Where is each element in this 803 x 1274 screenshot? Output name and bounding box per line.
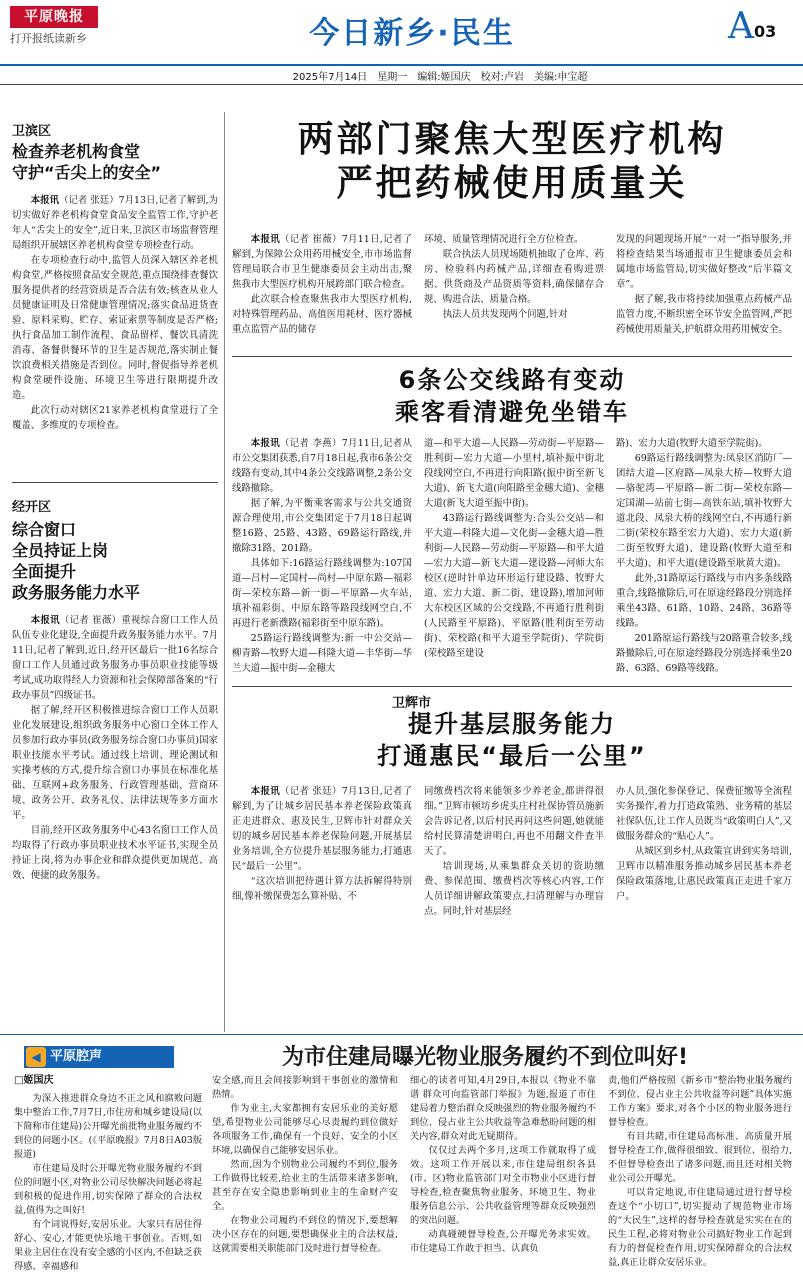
- jingkai-article: [12, 496, 218, 883]
- bus-headline: [232, 364, 792, 428]
- main-headline: [232, 118, 792, 206]
- bus-byline: （记者 李燕）: [280, 438, 342, 449]
- opinion-c3b: 仅仅过去两个多月,这项工作就取得了成效。这项工作开展以来,市住建局组织各县(市、区)物业监管部门对全市物业小区进行督导检查,检查聚焦物业服务、环境卫生、物业服务信息公示、公共收益管理等群众反映强烈的突出问题。: [410, 1145, 596, 1226]
- jingkai-body: [12, 613, 218, 883]
- date-editor-line: 2025年7月14日 星期一 编辑:姬国庆 校对:卢岩 美编:申宝超: [292, 72, 588, 83]
- jingkai-p1: 重视综合窗口工作人员队伍专业化建设,全面提升政务服务能力水平。7月11日,记者了解到,近日,经开区最后一批16名综合窗口工作人员通过政务服务办事员职业技能等级考试,成功取得经人力资源和社会保障部备案的“行政办事员”四级证书。: [12, 615, 218, 701]
- masthead-rule: [0, 64, 803, 66]
- bus-c3c: 此外,31路原运行路线与市内多条线路重合,线路撤除后,可在原途经路段分别选择乘坐43路、61路、10路、24路、36路等线路。: [616, 573, 792, 629]
- opinion-col-1: [14, 1074, 202, 1274]
- megaphone-icon: ◀: [26, 1047, 46, 1067]
- weibin-byline: （记者 张廷）: [59, 195, 119, 206]
- weihui-headline: [232, 708, 792, 772]
- main-c2b: 联合执法人员现场随机抽取了仓库、药房、检验科内药械产品,详细查看购进票据、供货商及产品资质等资料,确保储存合规、购进合法、质量合格。: [424, 249, 604, 305]
- main-col-1: [232, 232, 412, 337]
- weihui-title-1: 提升基层服务能力: [408, 710, 616, 738]
- weihui-col-3: [616, 784, 792, 904]
- bus-col-1: [232, 436, 412, 676]
- bus-lead: 本报讯: [250, 438, 280, 449]
- opinion-c2c: 然而,因为个别物业公司履约不到位,服务工作做得比较差,给业主的生活带来诸多影响,甚至存在安全隐患影响到业主的生命财产安全。: [212, 1159, 398, 1212]
- header-divider: [0, 84, 803, 85]
- bus-c1b: 据了解,为平衡乘客需求与公共交通资源合理使用,市公交集团定于7月18日起调整16路、25路、43路、69路运行路线,并撤除31路、201路。: [232, 498, 412, 554]
- column-separator: [224, 112, 225, 1032]
- opinion-c2b: 作为业主,大家都拥有安居乐业的美好愿望,希望物业公司能够尽心尽责履约到位做好各项服务工作,确保有一个良好、安全的小区环境,以确保自己能够安居乐业。: [212, 1103, 398, 1156]
- jingkai-title-1: 综合窗口: [12, 520, 77, 539]
- main-c1: 7月11日,记者了解到,为保障公众用药用械安全,市市场监督管理局联合市卫生健康委员会主动出击,聚焦我市大型医疗机构开展跨部门联合检查。: [232, 234, 412, 290]
- opinion-c3: 细心的读者可知,4月29日,本报以《物业不靠谱 群众可向监管部门举报》为题,报道了市住建局着力整治群众反映强烈的物业服务履约不到位、侵占业主公共收益等急难愁盼问题的相关内容,群众对此无疑期待。: [410, 1075, 596, 1142]
- newspaper-slogan: 打开报纸读新乡: [10, 32, 87, 45]
- weihui-c2: 同缴费档次将来能领多少养老金,都讲得很细。”卫辉市顿坊乡虎头庄村社保协管员施新会告诉记者,以后村民再问这些问题,她就能给村民算清楚讲明白,再也不用翻文件查半天了。: [424, 786, 604, 857]
- jingkai-district: 经开区: [12, 500, 52, 515]
- main-c1b: 此次联合检查聚焦我市大型医疗机构,对特殊管理药品、高值医用耗材、医疗器械重点监管产品的储存: [232, 294, 412, 335]
- opinion-c1: 为深入推进群众身边不正之风和腐败问题集中整治工作,7月7日,市住房和城乡建设局(以下简称市住建局)公开曝光前批物业服务履约不到位的问题小区。(《平原晚报》7月8日A03版报道): [14, 1093, 202, 1160]
- jingkai-title-3: 全面提升: [12, 562, 77, 581]
- bus-title-1: 6条公交线路有变动: [398, 366, 626, 394]
- opinion-tag: [24, 1046, 174, 1068]
- opinion-c4b: 有目共睹,市住建局高标准、高质量开展督导检查工作,做得很细致、很到位、很给力,不但督导检查出了诸多问题,而且还对相关物业公司公开曝光。: [608, 1131, 792, 1184]
- bus-divider: [232, 686, 792, 687]
- weihui-district: 卫辉市: [392, 696, 432, 711]
- weibin-body: [12, 193, 218, 433]
- main-col-3: [616, 232, 792, 337]
- opinion-c4c: 可以肯定地说,市住建局通过进行督导检查这个“小切口”,切实提动了规范物业市场的“大民生”,这样的督导检查就是实实在在的民生工程,必将对物业公司搞好物业工作起到有力的督促检查作用,切实保障群众的合法权益,真正让群众安居乐业。: [608, 1187, 792, 1268]
- main-lead: 本报讯: [250, 234, 280, 245]
- opinion-author: □姬国庆: [14, 1075, 54, 1086]
- weibin-p3: 此次行动对辖区21家养老机构食堂进行了全覆盖、多维度的专项检查。: [12, 405, 218, 431]
- main-c3b: 据了解,我市将持续加强重点药械产品监管力度,不断织密全环节安全监管网,严把药械使用质量关,护航群众用药用械安全。: [616, 294, 792, 335]
- opinion-c1b: 市住建局及时公开曝光物业服务履约不到位的问题小区,对物业公司尽快解决问题必将起到积极的促进作用,切实保障了群众的合法权益,值得为之叫好!: [14, 1163, 202, 1216]
- weihui-col-1: [232, 784, 412, 904]
- jingkai-p2: 据了解,经开区积极推进综合窗口工作人员职业化发展建设,组织政务服务中心窗口全体工作人员参加行政办事员(政务服务综合窗口办事员)国家职业技能水平考试。通过线上培训、理论测试和实操考核的方式,提升综合窗口办事员在标准化基础、互联网+政务服务、行政管理基础、营商环境、政务公开、政务礼仪、法律法规等多方面水平。: [12, 705, 218, 821]
- opinion-top-rule: [0, 1034, 803, 1035]
- opinion-col-3: [410, 1074, 596, 1256]
- opinion-c1c: 有个词说得好,安居乐业。大家只有居住得舒心、安心,才能更快乐地干事创业。否则,如果业主居住在没有安全感的小区内,不但缺乏获得感、幸福感和: [14, 1219, 202, 1272]
- weihui-c1b: “这次培训把待遇计算方法拆解得特别细,像补缴保费怎么算补贴、不: [232, 876, 412, 902]
- weibin-p1: 7月13日,记者了解到,为切实做好养老机构食堂食品安全监管工作,守护老年人“舌尖上的安全”,近日来,卫滨区市场监督管理局组织开展辖区养老机构食堂专项检查行动。: [12, 195, 218, 251]
- weibin-title-1: 检查养老机构食堂: [12, 142, 141, 161]
- bus-c3d: 201路原运行路线与20路重合较多,线路撤除后,可在原途经路段分别选择乘坐20路、63路、69路等线路。: [616, 633, 792, 674]
- weibin-lead: 本报讯: [30, 195, 60, 206]
- weihui-c3b: 从城区到乡村,从政策宣讲到实务培训,卫辉市以精准服务推动城乡居民基本养老保险政策落地,让惠民政策真正走进千家万户。: [616, 846, 792, 902]
- bus-title-2: 乘客看清避免坐错车: [395, 398, 629, 426]
- bus-c1: 7月11日,记者从市公交集团获悉,自7月18日起,我市6条公交线路有变动,其中4条公交线路调整,2条公交线路撤除。: [232, 438, 412, 494]
- weibin-title-2: 守护“舌尖上的安全”: [12, 163, 162, 182]
- weibin-p2: 在专项检查行动中,监管人员深入辖区养老机构食堂,严格按照食品安全规范,重点围绕排查餐饮服务提供者的经营资质是否合法有效;核查从业人员健康证明及日常健康管理情况;落实食品进货查验、原料采购、贮存、索证索票等制度是否严格;执行食品加工制作流程、食品留样、餐饮具清洗消毒、备餐供餐环节的卫生是否规范,落实制止餐饮浪费相关措施是否到位。同时,督促指导养老机构食堂硬件设施、环境卫生等进行限期提升改造。: [12, 255, 218, 401]
- bus-c1c: 具体如下:16路运行路线调整为:107国道—吕村—定国村—尚村—中原东路—福彩街—荣校东路—新一街—平原路—火车站,填补福彩街、中原东路等路段线网空白,不再进行老新濮路(福彩街至中原东路)。: [232, 558, 412, 629]
- main-byline: （记者 崔薇）: [280, 234, 342, 245]
- weihui-title-2: 打通惠民“最后一公里”: [377, 742, 647, 770]
- weihui-c2b: 培训现场,从乘集群众关切的资助缴费、参保范围、缴费档次等核心内容,工作人员详细讲解政策要点,扫清理解与办理盲点。同时,针对基层经: [424, 861, 604, 917]
- opinion-title: 为市住建局曝光物业服务履约不到位叫好!: [281, 1045, 689, 1070]
- weibin-district: 卫滨区: [12, 124, 52, 139]
- weihui-lead: 本报讯: [250, 786, 280, 797]
- bus-c1d: 25路运行路线调整为:新一中公交站—柳青路—牧野大道—科隆大道—丰华街—华兰大道—振中街—金穗大: [232, 633, 412, 674]
- bus-c2b: 43路运行路线调整为:合头公交站—和平大道—科隆大道—文化街—金穗大道—胜利街—人民路—劳动街—平原路—和平大道—宏力大道—新飞大道—建设路—河师大东校区(逆时针单边环形运行建设路、牧野大道、宏力大道、新二街、建设路),增加河师大东校区区域的公交线路,不再通行胜利街(人民路至平原路)、平原路(胜利街至劳动街)、荣校路(和平大道至学院街)、学院街(荣校路至建设: [424, 513, 604, 659]
- opinion-col-2: [212, 1074, 398, 1256]
- opinion-c2: 安全感,而且会间接影响到干事创业的激情和热情。: [212, 1075, 398, 1100]
- opinion-c2d: 在物业公司履约不到位的情况下,要想解决小区存在的问题,要想确保业主的合法权益,这就需要相关职能部门及时进行督导检查。: [212, 1215, 398, 1254]
- weihui-c1: 7月13日,记者了解到,为了让城乡居民基本养老保险政策真正走进群众、惠及民生,卫辉市针对群众关切的城乡居民基本养老保险问题,开展基层业务培训,全方位提升基层服务能力,打通惠民“最后一公里”。: [232, 786, 412, 872]
- bus-c3: 路)、宏力大道(牧野大道至学院街)。: [616, 438, 768, 449]
- jingkai-byline: （记者 崔薇）: [59, 615, 122, 626]
- main-title-1: 两部门聚焦大型医疗机构: [297, 119, 727, 160]
- main-divider: [232, 356, 792, 357]
- section-title: 今日新乡·民生: [309, 16, 515, 51]
- jingkai-title-2: 全员持证上岗: [12, 541, 109, 560]
- opinion-c3c: 动真碰硬督导检查,公开曝光务求实效。市住建局工作敢于担当、认真负: [410, 1229, 596, 1254]
- newspaper-logo: 平原晚报: [10, 6, 98, 28]
- bus-col-2: [424, 436, 604, 661]
- bus-col-3: [616, 436, 792, 676]
- jingkai-p3: 目前,经开区政务服务中心43名窗口工作人员均取得了行政办事员职业技术水平证书,实现全员持证上岗,将为办事企业和群众提供更加规范、高效、便捷的政务服务。: [12, 825, 218, 881]
- main-col-2: [424, 232, 604, 322]
- weihui-col-2: [424, 784, 604, 919]
- main-c2c: 执法人员共发现两个问题,针对: [442, 309, 568, 320]
- bus-c3b: 69路运行路线调整为:凤泉区消防厂—团结大道—区府路—凤泉大桥—牧野大道—骆驼湾—平原路—新二街—荣校东路—定国湖—站前七街—高铁东站,填补牧野大道北段、凤泉大桥的线网空白,不再通行新二街(荣校东路至宏力大道)、宏力大道(新二街至牧野大道)、建设路(牧野大道至和平大道)、和平大道(建设路至耿黄大道)。: [616, 453, 792, 569]
- jingkai-lead: 本报讯: [30, 615, 60, 626]
- main-c3: 发现的问题现场开展“一对一”指导服务,并将检查结果当场通报市卫生健康委员会和属地市场监管局,切实做好整改“后半篇文章”。: [616, 234, 792, 290]
- opinion-c4: 责,他们严格按照《新乡市“整治物业服务履约不到位、侵占业主公共收益等问题”具体实施工作方案》要求,对各个小区的物业服务进行督导检查。: [608, 1075, 792, 1128]
- left-column-divider: [12, 482, 218, 483]
- page-number: 03: [754, 22, 777, 41]
- jingkai-title-4: 政务服务能力水平: [12, 583, 141, 602]
- opinion-tag-label: 平原腔声: [50, 1049, 103, 1064]
- opinion-col-4: [608, 1074, 792, 1270]
- page-letter: A: [728, 6, 754, 47]
- bus-c2: 道—和平大道—人民路—劳动街—平原路—胜利街—宏力大道—小里村,填补振中街北段线网空白,不再进行向阳路(振中街至新飞大道)、新飞大道(向阳路至金穗大道)、金穗大道(新飞大道至振中街)。: [424, 438, 604, 509]
- weibin-article: [12, 120, 218, 433]
- weihui-c3: 办人员,强化参保登记、保费征缴等全流程实务操作,着力打造政策熟、业务精的基层社保队伍,让工作人员既当“政策明白人”,又做服务群众的“贴心人”。: [616, 786, 792, 842]
- main-title-2: 严把药械使用质量关: [336, 163, 688, 204]
- weihui-byline: （记者 张廷）: [280, 786, 342, 797]
- main-c2: 环境、质量管理情况进行全方位检查。: [424, 234, 584, 245]
